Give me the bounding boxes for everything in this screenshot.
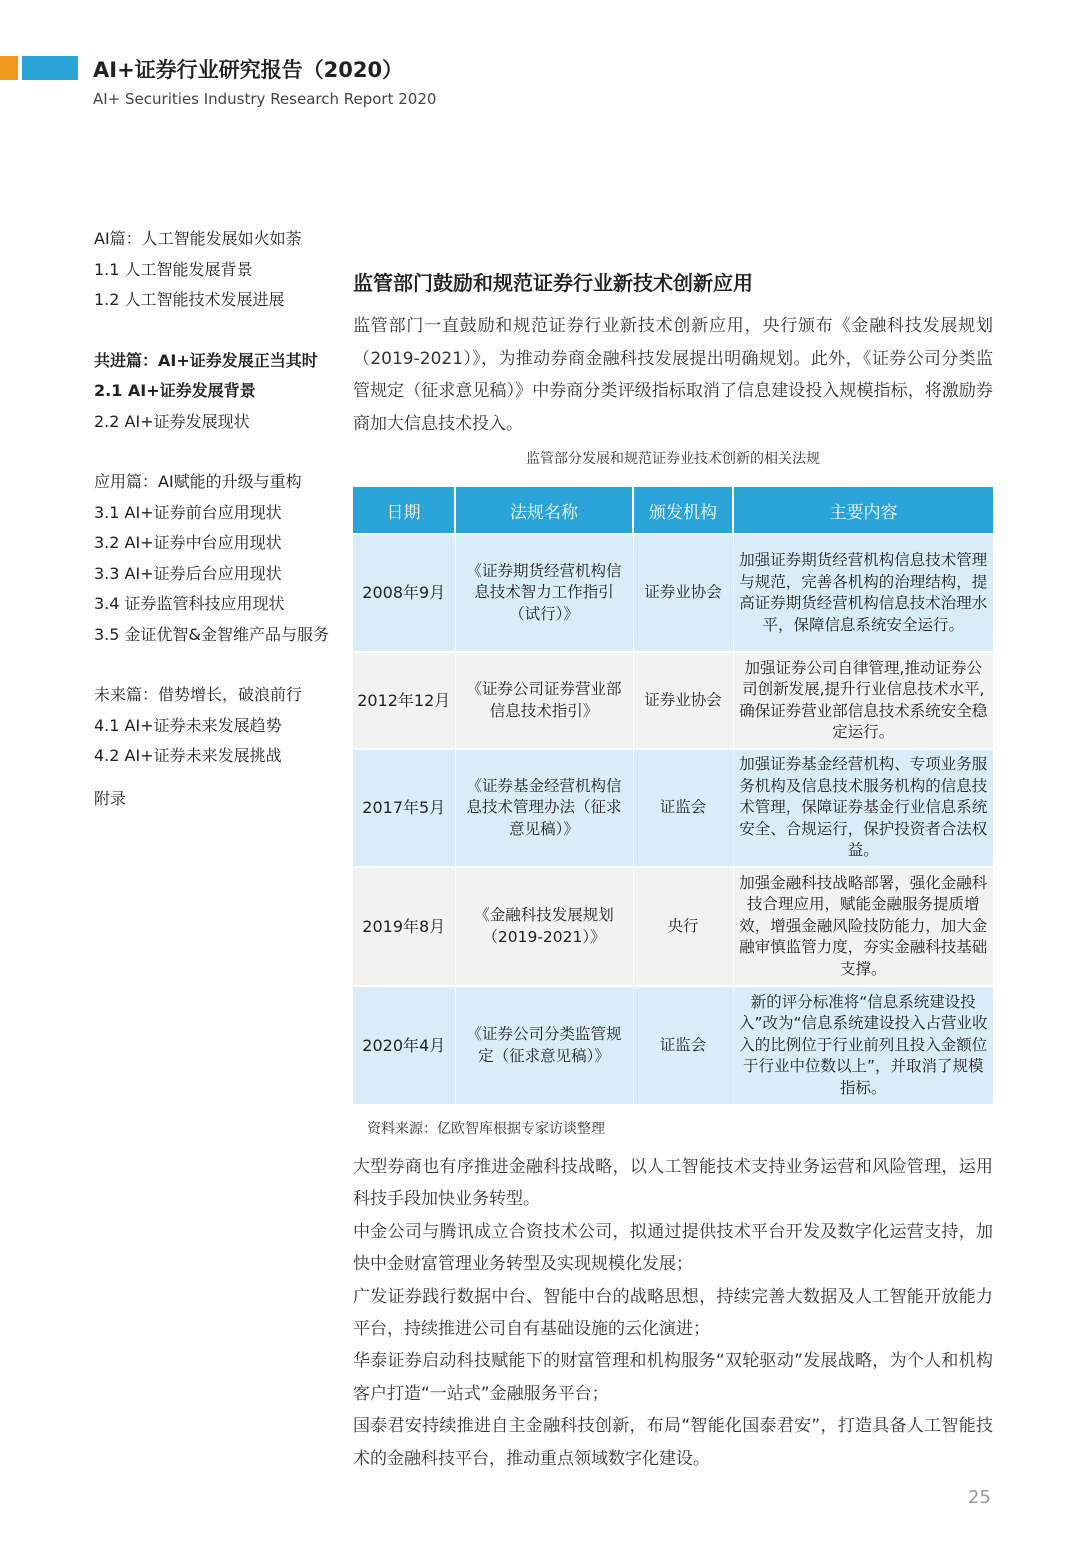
- toc-item[interactable]: 3.3 AI+证券后台应用现状: [94, 563, 282, 583]
- intro-paragraph: 监管部门一直鼓励和规范证券行业新技术创新应用，央行颁布《金融科技发展规划（2019-2021）》，为推动券商金融科技发展提出明确规划。此外，《证券公司分类监管规定（征求意见稿）》中券商分类评级指标取消了信息建设投入规模指标，将激励券商加大信息技术投入。: [353, 316, 993, 434]
- table-source-note: 资料来源：亿欧智库根据专家访谈整理: [367, 1121, 605, 1137]
- toc-item[interactable]: 4.1 AI+证券未来发展趋势: [94, 715, 282, 735]
- cell-date: 2019年8月: [353, 867, 455, 986]
- cell-name: 《证券公司分类监管规定（征求意见稿）》: [455, 986, 633, 1104]
- cell-date: 2012年12月: [353, 652, 455, 749]
- table-row: [353, 986, 993, 1104]
- cell-content: 加强证券基金经营机构、专项业务服务机构及信息技术服务机构的信息技术管理，保障证券基金行业信息系统安全、合规运行，保护投资者合法权益。: [733, 749, 993, 867]
- cell-org: 证监会: [633, 986, 733, 1104]
- toc-spacer: [94, 437, 346, 467]
- toc-item[interactable]: 3.2 AI+证券中台应用现状: [94, 533, 282, 552]
- toc-spacer: [94, 650, 346, 680]
- cell-content: 加强证券公司自律管理,推动证券公司创新发展,提升行业信息技术水平,确保证券营业部信息技术系统安全稳定运行。: [733, 652, 993, 749]
- toc-spacer: [94, 316, 346, 346]
- toc-item[interactable]: 2.2 AI+证券发展现状: [94, 411, 250, 431]
- header-accent-orange: [0, 56, 18, 80]
- table-row: [353, 652, 993, 749]
- toc-item[interactable]: 附录: [94, 788, 127, 808]
- table-row: [353, 749, 993, 867]
- toc-item[interactable]: AI篇：人工智能发展如火如荼: [94, 229, 302, 248]
- cell-date: 2008年9月: [353, 534, 455, 652]
- cell-name: 《金融科技发展规划（2019-2021）》: [455, 867, 633, 986]
- table-caption: 监管部分发展和规范证券业技术创新的相关法规: [526, 451, 820, 467]
- body-paragraph: 华泰证券启动科技赋能下的财富管理和机构服务“双轮驱动”发展战略，为个人和机构客户打造“一站式”金融服务平台；: [353, 1351, 993, 1404]
- body-paragraphs: [353, 1151, 993, 1475]
- table-row: [353, 534, 993, 652]
- cell-date: 2017年5月: [353, 749, 455, 867]
- cell-name: 《证券期货经营机构信息技术智力工作指引（试行）》: [455, 534, 633, 652]
- cell-name: 《证券公司证券营业部信息技术指引》: [455, 652, 633, 749]
- cell-content: 新的评分标准将“信息系统建设投入”改为“信息系统建设投入占营业收入的比例位于行业前列且投入金额位于行业中位数以上”，并取消了规模指标。: [733, 986, 993, 1104]
- cell-org: 央行: [633, 867, 733, 986]
- cell-org: 证监会: [633, 749, 733, 867]
- regulations-table: [353, 487, 993, 1104]
- body-paragraph: 广发证券践行数据中台、智能中台的战略思想，持续完善大数据及人工智能开放能力平台，持续推进公司自有基础设施的云化演进；: [353, 1286, 993, 1340]
- table-row: [353, 867, 993, 986]
- toc-item[interactable]: 1.2 人工智能技术发展进展: [94, 290, 285, 309]
- section-title: 监管部门鼓励和规范证券行业新技术创新应用: [353, 271, 753, 295]
- header-content: 主要内容: [733, 487, 993, 534]
- toc-item[interactable]: 应用篇：AI赋能的升级与重构: [94, 472, 302, 491]
- toc-item[interactable]: 3.5 金证优智&金智维产品与服务: [94, 624, 330, 644]
- toc-item[interactable]: 2.1 AI+证券发展背景: [94, 381, 256, 400]
- toc-item[interactable]: 未来篇：借势增长，破浪前行: [94, 685, 303, 704]
- header-org: 颁发机构: [633, 487, 733, 534]
- cell-org: 证券业协会: [633, 652, 733, 749]
- toc-item[interactable]: 3.4 证券监管科技应用现状: [94, 594, 285, 613]
- body-paragraph: 中金公司与腾讯成立合资技术公司，拟通过提供技术平台开发及数字化运营支持，加快中金财富管理业务转型及实现规模化发展；: [353, 1221, 993, 1275]
- cell-date: 2020年4月: [353, 986, 455, 1104]
- main-section: [353, 266, 993, 440]
- report-title: AI+证券行业研究报告（2020）: [93, 58, 404, 82]
- toc-spacer: [94, 772, 346, 784]
- table-of-contents: [94, 224, 346, 814]
- cell-content: 加强证券期货经营机构信息技术管理与规范，完善各机构的治理结构，提高证券期货经营机构信息技术治理水平，保障信息系统安全运行。: [733, 534, 993, 652]
- toc-item[interactable]: 1.1 人工智能发展背景: [94, 259, 253, 279]
- cell-org: 证券业协会: [633, 534, 733, 652]
- toc-item[interactable]: 3.1 AI+证券前台应用现状: [94, 502, 282, 522]
- cell-name: 《证券基金经营机构信息技术管理办法（征求意见稿）》: [455, 749, 633, 867]
- body-paragraph: 国泰君安持续推进自主金融科技创新，布局“智能化国泰君安”，打造具备人工智能技术的金融科技平台，推动重点领域数字化建设。: [353, 1416, 993, 1469]
- table-header-row: [353, 487, 993, 534]
- cell-content: 加强金融科技战略部署，强化金融科技合理应用，赋能金融服务提质增效，增强金融风险技防能力，加大金融审慎监管力度，夯实金融科技基础支撑。: [733, 867, 993, 986]
- toc-item[interactable]: 共进篇：AI+证券发展正当其时: [94, 350, 318, 370]
- header-date: 日期: [353, 487, 455, 534]
- report-subtitle: AI+ Securities Industry Research Report 2020: [93, 90, 437, 108]
- page-number: 25: [968, 1487, 991, 1508]
- header-accent-blue: [22, 56, 78, 80]
- toc-item[interactable]: 4.2 AI+证券未来发展挑战: [94, 746, 282, 765]
- body-paragraph: 大型券商也有序推进金融科技战略，以人工智能技术支持业务运营和风险管理，运用科技手段加快业务转型。: [353, 1157, 993, 1210]
- header-name: 法规名称: [455, 487, 633, 534]
